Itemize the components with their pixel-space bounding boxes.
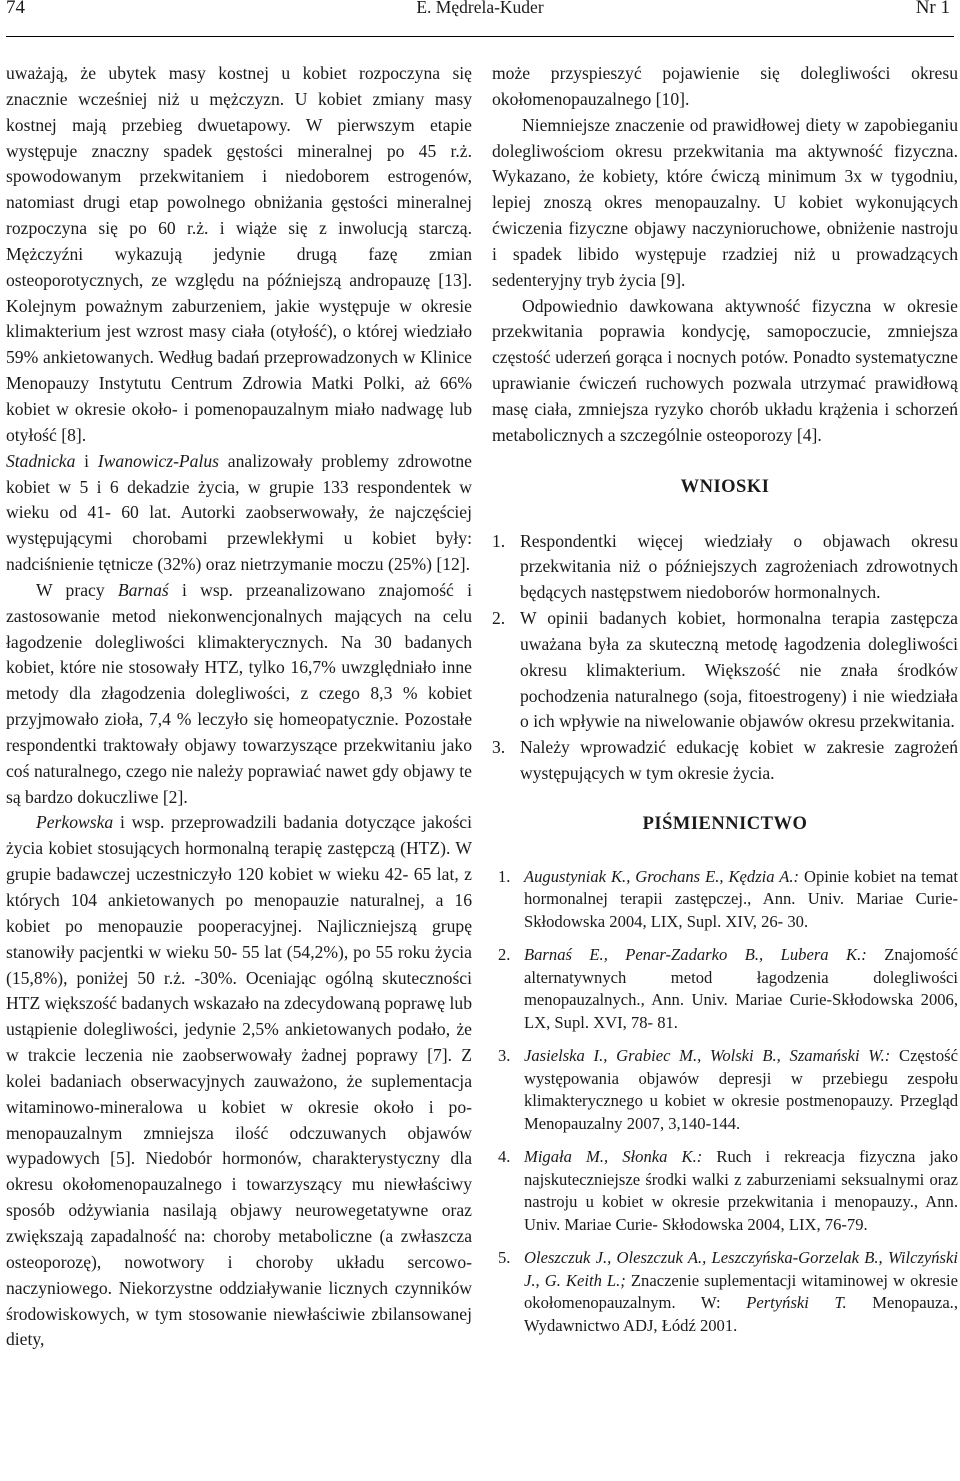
ref-text: Częstość występowania objawów depresji w przebiegu zespołu klimakterycznego u kobiet w okresie postmenopauzy. Przegląd Menopauzalny 2007, 3,140-144.: [524, 1046, 958, 1133]
references-heading: PIŚMIENNICTWO: [642, 813, 808, 834]
ref-number: 4.: [498, 1147, 511, 1167]
text-run: W pracy: [36, 579, 118, 600]
author-name: Stadnicka: [6, 450, 76, 471]
author-name: Perkowska: [36, 812, 114, 833]
reference-item: [492, 944, 958, 1034]
reference-item: [492, 1045, 958, 1135]
paragraph: [6, 449, 472, 578]
text-run: analizowały problemy zdrowotne kobiet w 5 i 6 dekadzie życia, w grupie 133 respondentek w wieku od 41- 60 lat. Autorki zaobserwowały, że najczęściej występującymi chorobami przewlekłymi u kobiet były: nadciśnienie tętnicze (32%) oraz nietrzymanie moczu (25%) [12].: [6, 450, 472, 575]
item-number: 2.: [492, 608, 506, 629]
item-number: 1.: [492, 530, 506, 551]
conclusions-heading: WNIOSKI: [680, 476, 770, 497]
list-item: [492, 606, 958, 735]
page-number: 74: [6, 0, 25, 18]
running-title: E. Mędrela-Kuder: [416, 0, 544, 17]
paragraph: [6, 578, 472, 811]
text-run: i wsp. przeanalizowano znajomość i zastosowanie metod niekonwencjonalnych mających na celu łagodzenie dolegliwości klimakterycznych. Na 30 badanych kobiet, które nie stosowały HTZ, tylko 16,7% uwzględniało inne metody dla złagodzenia dolegliwości, z czego 8,3 % kobiet przyjmowało zioła, 7,4 % leczyło się homeopatycznie. Pozostałe respondentki traktowały objawy towarzyszące przekwitaniu jako coś naturalnego, czego nie należy poprawiać nawet gdy objawy te są bardzo dokuczliwe [2].: [6, 579, 472, 807]
right-column: [492, 61, 958, 1348]
issue-number: Nr 1: [915, 0, 950, 18]
conclusions-list: [492, 529, 958, 787]
reference-item: [492, 1146, 958, 1236]
ref-text: Znajomość alternatywnych metod łagodzenia dolegliwości menopauzalnych., Ann. Univ. Mariae Curie-Skłodowska 2006, LX, Supl. XVI, 78- 81.: [524, 945, 958, 1032]
ref-text: Opinie kobiet na temat hormonalnej terapii zastępczej., Ann. Univ. Mariae Curie- Skłodowska 2004, LIX, Supl. XIV, 26- 30.: [524, 866, 958, 931]
reference-item: [492, 1247, 958, 1337]
header-divider: [6, 36, 954, 37]
item-number: 3.: [492, 737, 506, 758]
paragraph: uważają, że ubytek masy kostnej u kobiet rozpoczyna się znacznie wcześniej niż u mężczyzn. U kobiet zmiany masy kostnej mają przebieg dwuetapowy. W pierwszym etapie występuje znaczny spadek gęstości mineralnej po 45 r.ż. spowodowanym przekwitaniem i niedoborem estrogenów, natomiast drugi etap powolnego obniżania gęstości mineralnej rozpoczyna się po 60 r.ż. i wiąże się z inwolucją starczą. Mężczyźni wykazują jedynie drugą fazę zmian osteoporotycznych, ze względu na późniejszą andropauzę [13]. Kolejnym poważnym zaburzeniem, jakie występuje w okresie klimakterium jest wzrost masy ciała (otyłość), o której wiedziało 59% ankietowanych. Według badań przeprowadzonych w Klinice Menopauzy Instytutu Centrum Zdrowia Matki Polki, aż 66% kobiet w okresie około- i pomenopauzalnym miało nadwagę lub otyłość [8].: [6, 63, 472, 445]
ref-authors: Barnaś E., Penar-Zadarko B., Lubera K.:: [524, 945, 867, 965]
paragraph: [6, 810, 472, 1353]
author-name: Barnaś: [117, 579, 169, 600]
ref-editor: Pertyński T.: [746, 1293, 847, 1313]
list-item: [492, 529, 958, 607]
paragraph: Niemniejsze znaczenie od prawidłowej diety w zapobieganiu dolegliwościom okresu przekwitania ma aktywność fizyczna. Wykazano, że kobiety, które ćwiczą minimum 3x w tygodniu, lepiej znoszą okres menopauzalny. U kobiet wykonujących ćwiczenia fizyczne objawy naczynioruchowe, obniżenie nastroju i spadek libido występuje rzadziej niż u prowadzących sedenteryjny tryb życia [9].: [492, 114, 958, 290]
ref-authors: Jasielska I., Grabiec M., Wolski B., Szamański W.:: [524, 1046, 891, 1066]
item-text: Należy wprowadzić edukację kobiet w zakresie zagrożeń występujących w tym okresie życia.: [520, 737, 958, 784]
ref-text: Znaczenie suplementacji witaminowej w okresie okołomenopauzalnym. W:: [524, 1270, 959, 1313]
text-run: i: [75, 450, 98, 471]
author-name: Iwanowicz-Palus: [97, 450, 220, 471]
text-run: i wsp. przeprowadzili badania dotyczące jakości życia kobiet stosujących hormonalną terapię zastępczą (HTZ). W grupie badawczej uczestniczyło 120 kobiet w wieku 42- 65 lat, z których 104 ankietowanych po menopauzie naturalnej, a 16 kobiet po menopauzie pooperacyjnej. Najliczniejszą grupę stanowiły pacjentki w wieku 50- 55 lat (54,2%), po 55 roku życia (15,8%), poniżej 50 r.ż. -30%. Oceniając ogólną skuteczności HTZ większość badanych wskazało na zdecydowaną poprawę lub ustąpienie dolegliwości, jedynie 2,5% ankietowanych podało, że w trakcie leczenia nie zaobserwowały żadnej poprawy [7]. Z kolei badaniach obserwacyjnych zauważono, że suplementacja witaminowo-mineralowa u kobiet w okresie około i po-menopauzalnym zmniejsza ilość odczuwanych objawów wypadowych [5]. Niedobór hormonów, charakterystyczny dla okresu okołomenopauzalnego i towarzyszący mu niewłaściwy sposób odżywiania nasilają objawy neurowegetatywne oraz zwiększają zapadalność na: choroby metaboliczne (a zwłaszcza osteoporozę), nowotwory i choroby układu sercowo- naczyniowego. Niekorzystne oddziaływanie licznych czynników środowiskowych, w tym stosowanie niewłaściwie zbilansowanej diety,: [6, 812, 472, 1350]
ref-authors: Migała M., Słonka K.:: [524, 1147, 703, 1167]
ref-number: 3.: [498, 1046, 511, 1066]
paragraph: Odpowiednio dawkowana aktywność fizyczna w okresie przekwitania poprawia kondycję, samopoczucie, zmniejsza częstość uderzeń gorąca i nocnych potów. Ponadto systematyczne uprawianie ćwiczeń ruchowych pozwala utrzymać prawidłową masę ciała, zmniejsza ryzyko chorób układu krążenia i schorzeń metabolicznych a szczególnie osteoporozy [4].: [492, 295, 958, 445]
item-text: W opinii badanych kobiet, hormonalna terapia zastępcza uważana była za skuteczną metodę łagodzenia dolegliwości okresu klimakterium. Większość nie znała środków pochodzenia naturalnego (soja, fitoestrogeny) i nie wiedziała o ich wpływie na niwelowanie objawów okresu przekwitania.: [520, 608, 958, 732]
ref-authors: Oleszczuk J., Oleszczuk A., Leszczyńska-Gorzelak B., Wilczyński J., G. Keith L.;: [524, 1248, 958, 1290]
running-header: [0, 0, 960, 30]
paragraph: może przyspieszyć pojawienie się dolegliwości okresu okołomenopauzalnego [10].: [492, 63, 958, 109]
list-item: [492, 735, 958, 787]
ref-authors: Augustyniak K., Grochans E., Kędzia A.:: [524, 866, 800, 886]
references-list: [492, 866, 958, 1338]
ref-number: 5.: [498, 1248, 511, 1268]
reference-item: [492, 866, 958, 934]
ref-number: 2.: [498, 945, 511, 965]
ref-text: Menopauza., Wydawnictwo ADJ, Łódź 2001.: [524, 1293, 958, 1335]
left-column: [6, 61, 472, 1353]
ref-text: Ruch i rekreacja fizyczna jako najskuteczniejsze środki walki z zaburzeniami seksualnymi oraz nastroju u kobiet w okresie przekwitania i menopauzy., Ann. Univ. Mariae Curie- Skłodowska 2004, LIX, 76-79.: [524, 1147, 958, 1234]
item-text: Respondentki więcej wiedziały o objawach okresu przekwitania niż o późniejszych zagrożeniach zdrowotnych będących następstwem niedoborów hormonalnych.: [520, 530, 958, 603]
ref-number: 1.: [498, 866, 511, 886]
